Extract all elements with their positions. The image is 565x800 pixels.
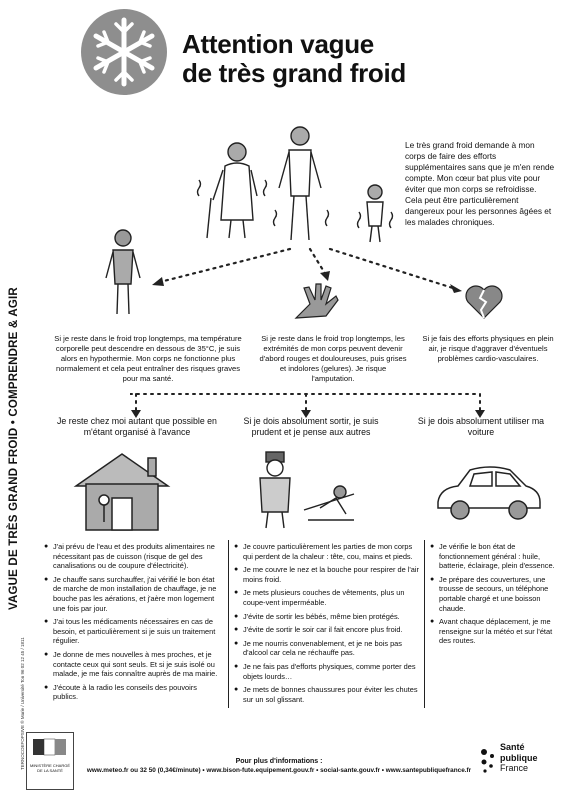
people-illustration [195, 120, 395, 260]
list-item: ● Je prépare des couvertures, une trousse de secours, un téléphone portable chargé et une boisson chaude. [430, 575, 556, 613]
risk-frostbite-text: Si je reste dans le froid trop longtemps, les extrémités de mon corps peuvent devenir d'abord rouges et douloureuses, puis grises et indolores (gelures). Je risque l'amputation. [259, 334, 407, 383]
intro-text: Le très grand froid demande à mon corps de faire des efforts supplémentaires sans que je m'en rende compte. Mon cœur bat plus vite pour éviter que mon corps se refroidisse. Cela peut être particulièrement dangereux pour les personnes âgées et les malades chroniques. [405, 140, 555, 227]
brand-line-1: Santé [500, 742, 525, 752]
column-3-list [430, 542, 556, 650]
brand-line-3: France [500, 763, 529, 773]
column-2-list [234, 542, 420, 708]
list-item: ● Je couvre particulièrement les parties de mon corps qui perdent de la chaleur : tête, cou, mains et pieds. [234, 542, 420, 561]
list-item: ● J'ai prévu de l'eau et des produits alimentaires ne nécessitant pas de cuisson (risque de gel des canalisations ou de coupure d'électricité). [44, 542, 224, 571]
column-1-heading: Je reste chez moi autant que possible en m'étant organisé à l'avance [57, 416, 217, 437]
brand-line-2: publique [500, 752, 538, 763]
list-item: ● Je vérifie le bon état de fonctionnement général : huile, batterie, éclairage, plein d'essence. [430, 542, 556, 571]
car-illustration [434, 462, 544, 524]
footer-label: Pour plus d'informations : [235, 758, 323, 765]
column-2-heading: Si je dois absolument sortir, je suis prudent et je pense aux autres [243, 416, 379, 437]
list-item: ● J'évite de sortir le soir car il fait encore plus froid. [234, 625, 420, 635]
list-item: ● Je ne fais pas d'efforts physiques, comme porter des objets lourds… [234, 662, 420, 681]
title-line-2: de très grand froid [182, 58, 406, 88]
risk-cardio-text: Si je fais des efforts physiques en plein air, je risque d'aggraver d'éventuels problèmes cardio-vasculaires. [422, 334, 554, 363]
list-item: ● Je mets de bonnes chaussures pour éviter les chutes sur un sol glissant. [234, 685, 420, 704]
brand-dots-icon [478, 746, 498, 776]
page-title [182, 30, 406, 88]
title-line-1: Attention vague [182, 29, 374, 59]
list-item: ● Je me couvre le nez et la bouche pour respirer de l'air moins froid. [234, 565, 420, 584]
list-item: ● Avant chaque déplacement, je me renseigne sur la météo et sur l'état des routes. [430, 617, 556, 646]
column-3-heading: Si je dois absolument utiliser ma voiture [417, 416, 545, 437]
vertical-title: VAGUE DE TRÈS GRAND FROID • COMPRENDRE & AGIR [8, 287, 20, 610]
footer-info [84, 757, 474, 775]
list-item: ● J'écoute à la radio les conseils des pouvoirs publics. [44, 683, 224, 702]
snowflake-icon [80, 8, 168, 96]
sidebar [6, 10, 36, 630]
list-item: ● Je chauffe sans surchauffer, j'ai vérifié le bon état de marche de mon installation de chauffage, je ne bouche pas les aérations, et j'aère mon logement une fois par jour. [44, 575, 224, 613]
list-item: ● J'ai tous les médicaments nécessaires en cas de besoin, et particulièrement si je suis un traitement régulier. [44, 617, 224, 646]
footer-links[interactable]: www.meteo.fr ou 32 50 (0,34€/minute) • www.bison-fute.equipement.gouv.fr • social-sante.gouv.fr • www.santepubliquefrance.fr [86, 767, 472, 774]
hypothermia-figure [98, 228, 148, 318]
ministry-label: MINISTÈRE CHARGÉ DE LA SANTÉ [29, 763, 70, 773]
frostbite-hand-icon [290, 282, 340, 322]
column-1-list [44, 542, 224, 706]
list-item: ● Je me nourris convenablement, et je ne bois pas d'alcool car cela ne réchauffe pas. [234, 639, 420, 658]
house-illustration [72, 450, 172, 532]
winter-walker-illustration [244, 450, 364, 530]
column-divider-1 [228, 540, 229, 708]
column-divider-2 [424, 540, 425, 708]
sante-publique-logo [478, 742, 558, 786]
broken-heart-icon [464, 284, 504, 320]
list-item: ● Je donne de mes nouvelles à mes proches, et je contacte ceux qui sont seuls. Et si je suis isolé ou malade, je me fais connaître auprès de ma mairie. [44, 650, 224, 679]
risk-hypothermia-text: Si je reste dans le froid trop longtemps, ma température corporelle peut descendre en dessous de 35°C, je suis alors en hypothermie. Mon corps ne fonctionne plus normalement et cela peut entraîner des risques graves pour ma santé. [54, 334, 242, 383]
ministry-logo [26, 732, 74, 790]
list-item: ● J'évite de sortir les bébés, même bien protégés. [234, 612, 420, 622]
list-item: ● Je mets plusieurs couches de vêtements, plus un coupe-vent imperméable. [234, 588, 420, 607]
small-print: TERNOCOEFOPSIVE ® Marie / Université Ton 96 02 12 45 / 1811 [20, 637, 25, 770]
